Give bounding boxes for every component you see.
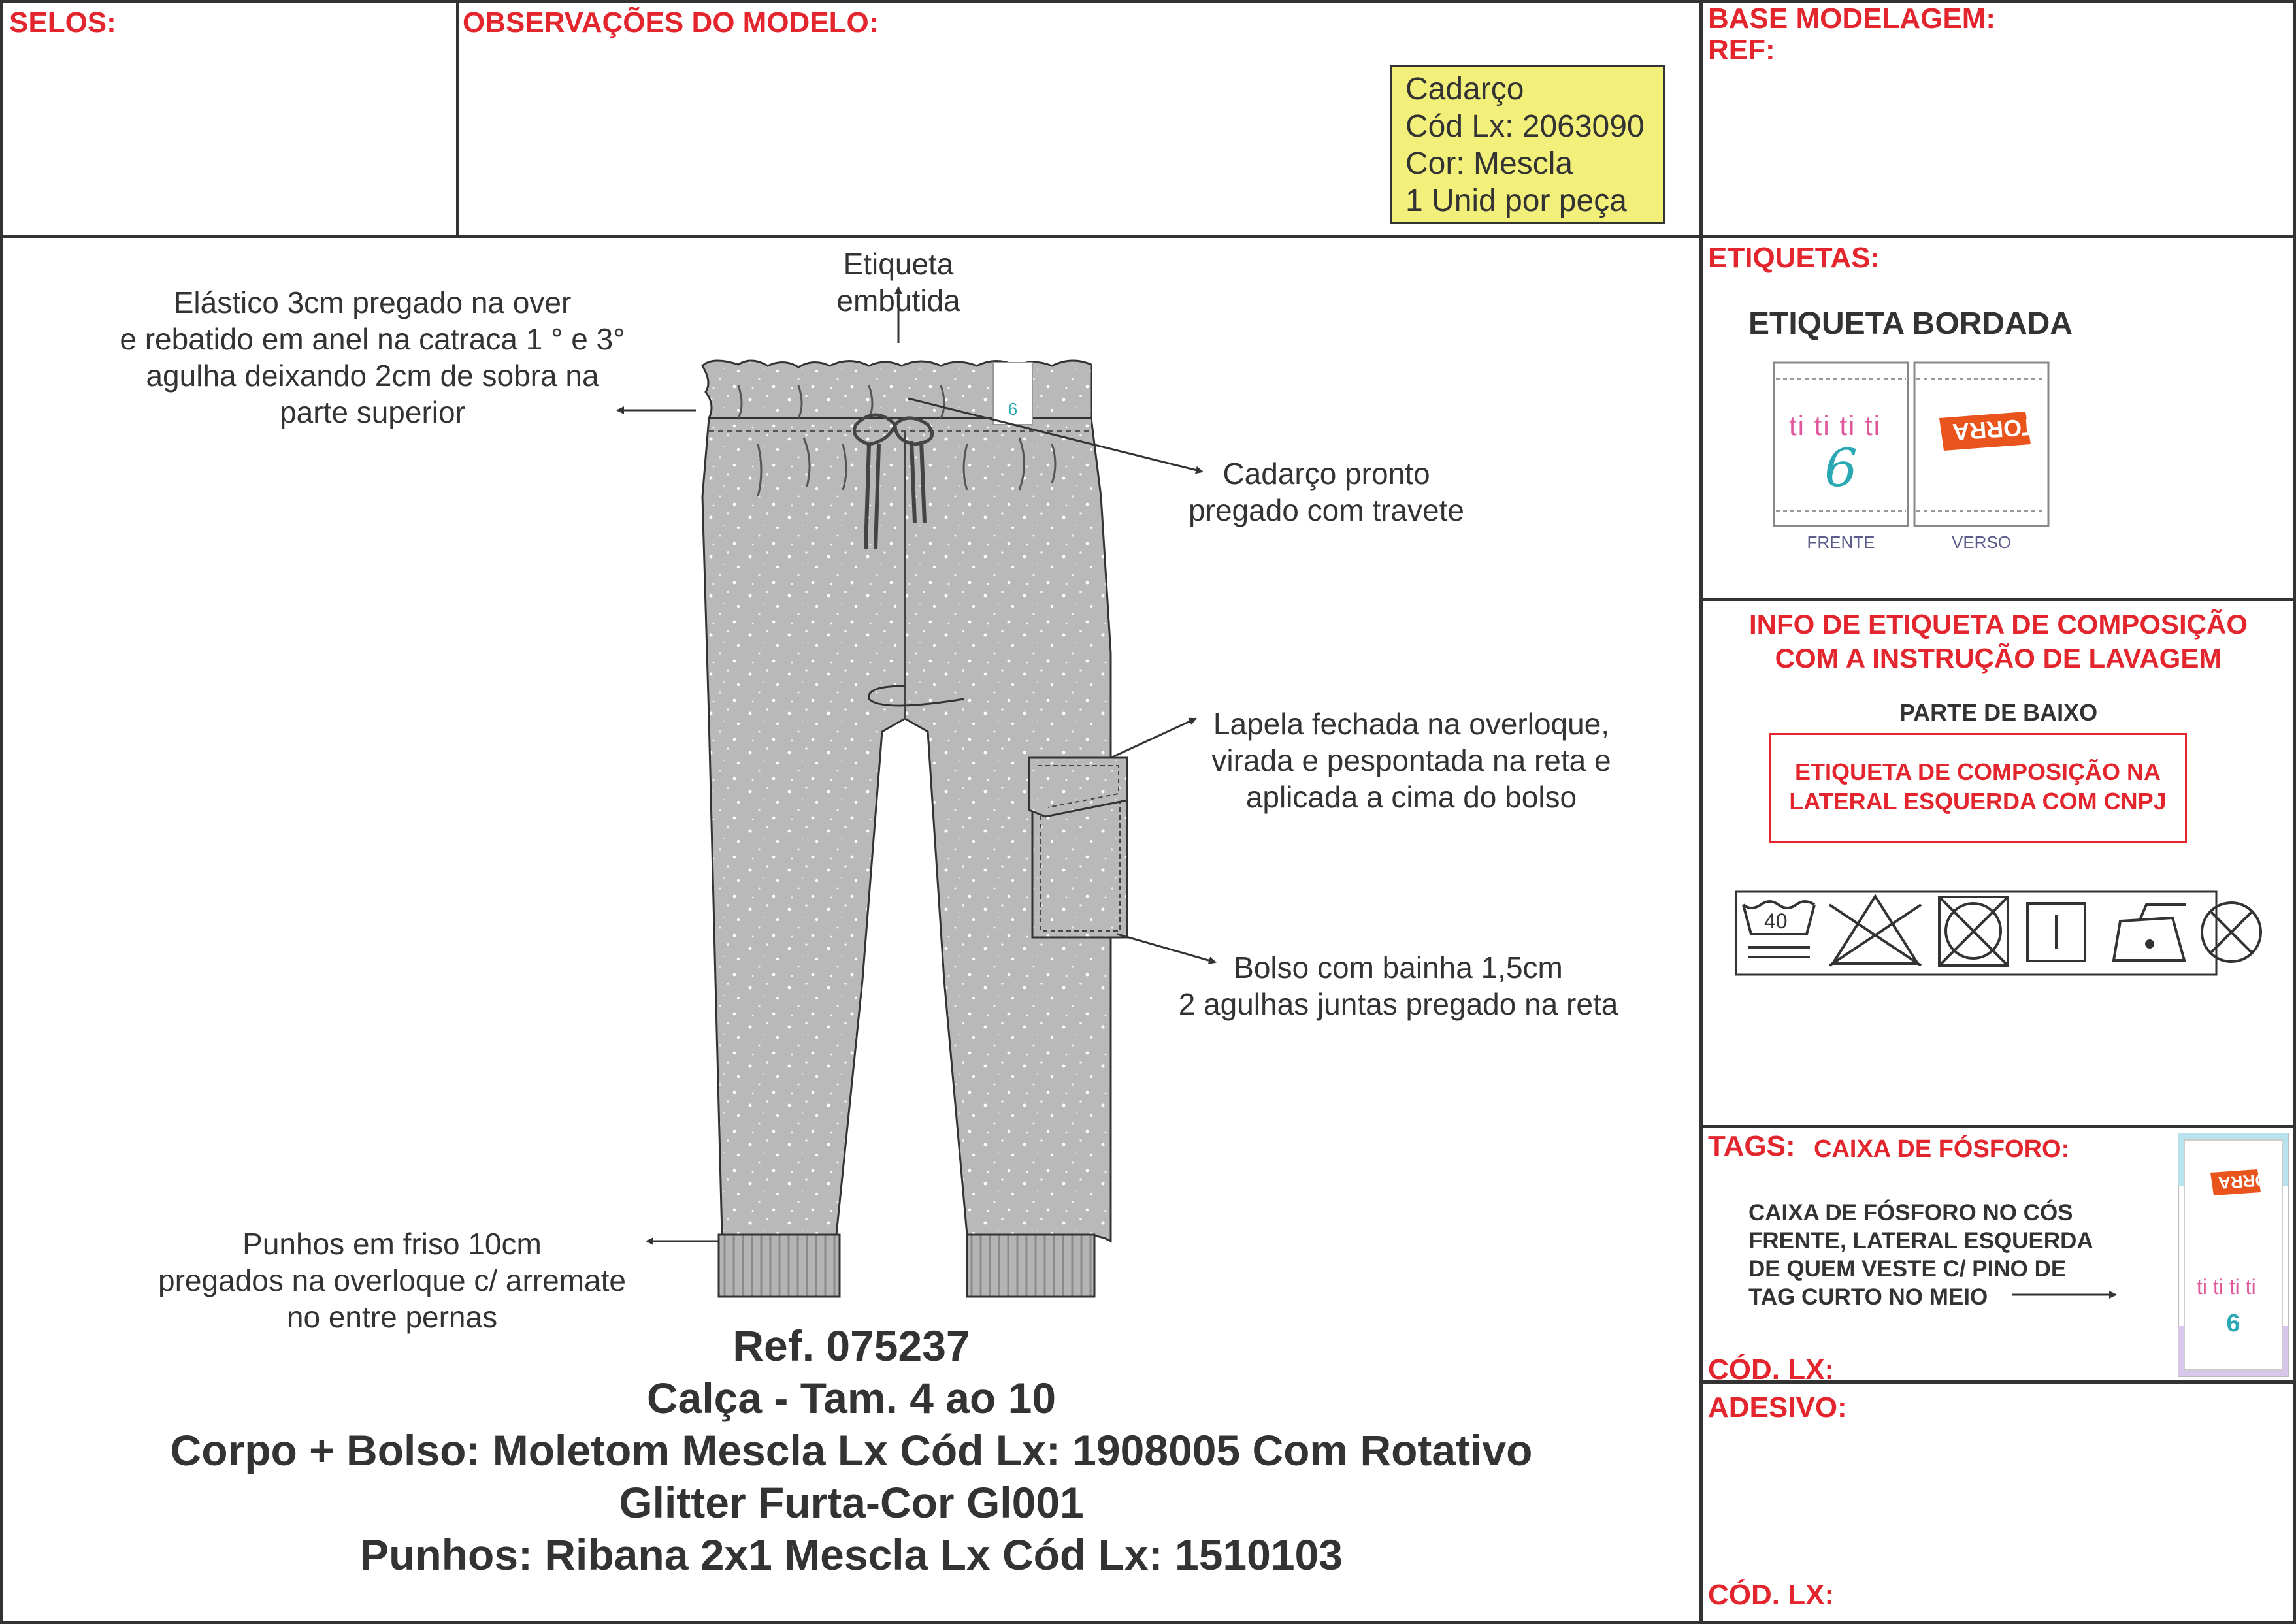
spec-ref: Ref. 075237 — [732, 1322, 970, 1370]
adesivo-cod-lx-label: CÓD. LX: — [1708, 1579, 1835, 1611]
tags-description-line: TAG CURTO NO MEIO — [1748, 1284, 1988, 1310]
spec-line: Corpo + Bolso: Moletom Mescla Lx Cód Lx: 1908005 Com Rotativo — [170, 1426, 1533, 1474]
line-dry-icon — [2027, 903, 2085, 961]
annotation-line: virada e pespontada na reta e — [1211, 743, 1611, 777]
base-modelagem-label: BASE MODELAGEM: — [1708, 3, 1995, 35]
annotation-line: e rebatido em anel na catraca 1 ° e 3° — [120, 322, 625, 356]
tags-cod-lx-label: CÓD. LX: — [1708, 1354, 1835, 1386]
composicao-box-line: ETIQUETA DE COMPOSIÇÃO NA — [1794, 758, 2161, 785]
annotation-line: pregados na overloque c/ arremate — [158, 1263, 626, 1297]
annotation-bolso — [1150, 949, 1647, 1022]
tags-description-line: DE QUEM VESTE C/ PINO DE — [1748, 1256, 2067, 1282]
annotation-line: Bolso com bainha 1,5cm — [1234, 950, 1563, 984]
spec-line: Glitter Furta-Cor Gl001 — [619, 1478, 1084, 1527]
tags-label: TAGS: — [1708, 1130, 1796, 1162]
annotation-line: Elástico 3cm pregado na over — [173, 285, 572, 319]
trim-note-line: Cadarço — [1405, 72, 1524, 106]
trim-note-line: Cód Lx: 2063090 — [1405, 109, 1645, 144]
right-cuff — [967, 1235, 1094, 1297]
iron-low-icon — [2114, 905, 2186, 960]
tags-description-line: FRENTE, LATERAL ESQUERDA — [1748, 1228, 2093, 1254]
annotation-line: aplicada a cima do bolso — [1245, 780, 1577, 814]
label-front-size: 6 — [1824, 438, 1858, 498]
no-tumble-dry-icon — [1939, 897, 2008, 966]
composicao-box — [1769, 733, 2187, 843]
tags-description-line: CAIXA DE FÓSFORO NO CÓS — [1748, 1200, 2073, 1226]
spec-block — [3, 1320, 1699, 1581]
waist-label-size: 6 — [1008, 399, 1018, 419]
tags-description — [1748, 1199, 2093, 1311]
annotation-line: Punhos em friso 10cm — [242, 1227, 542, 1261]
annotation-line: pregado com travete — [1189, 493, 1464, 527]
trim-note-line: Cor: Mescla — [1405, 146, 1573, 181]
annotation-line: Cadarço pronto — [1222, 457, 1430, 491]
selos-label: SELOS: — [9, 7, 116, 39]
hang-tag-torra: TORRA — [2218, 1169, 2279, 1194]
annotation-elastico — [72, 284, 673, 430]
etiquetas-label: ETIQUETAS: — [1708, 242, 1880, 274]
annotation-line: Etiqueta — [843, 247, 954, 281]
composicao-title-line: INFO DE ETIQUETA DE COMPOSIÇÃO — [1748, 609, 2248, 640]
annotation-lapela — [1176, 706, 1647, 815]
annotation-punhos — [157, 1226, 627, 1335]
annotation-line: Lapela fechada na overloque, — [1213, 707, 1610, 741]
label-front-brand: ti ti ti ti — [1789, 410, 1882, 441]
left-cuff — [719, 1235, 840, 1297]
label-front-caption: FRENTE — [1807, 532, 1875, 552]
parte-de-baixo-label: PARTE DE BAIXO — [1899, 699, 2098, 726]
ref-label: REF: — [1708, 34, 1775, 66]
spec-line: Calça - Tam. 4 ao 10 — [646, 1374, 1057, 1422]
caixa-fosforo-label: CAIXA DE FÓSFORO: — [1814, 1135, 2070, 1163]
no-dry-clean-icon — [2202, 903, 2261, 962]
annotation-cadarco — [1163, 455, 1490, 528]
hang-tag-brand: ti ti ti ti — [2197, 1275, 2256, 1299]
annotation-line: no entre pernas — [286, 1300, 498, 1334]
annotation-line: parte superior — [280, 395, 465, 429]
spec-line: Punhos: Ribana 2x1 Mescla Lx Cód Lx: 1510103 — [360, 1531, 1343, 1579]
annotation-line: 2 agulhas juntas pregado na reta — [1178, 987, 1618, 1021]
observacoes-label: OBSERVAÇÕES DO MODELO: — [463, 7, 879, 39]
annotation-line: embutida — [836, 284, 960, 317]
etiqueta-bordada-label: ETIQUETA BORDADA — [1748, 306, 2073, 341]
trim-note-line: 1 Unid por peça — [1405, 184, 1627, 218]
label-back-caption: VERSO — [1951, 532, 2012, 552]
annotation-line: agulha deixando 2cm de sobra na — [146, 359, 599, 393]
composicao-box-line: LATERAL ESQUERDA COM CNPJ — [1789, 788, 2167, 815]
adesivo-label: ADESIVO: — [1708, 1391, 1847, 1423]
hang-tag-size: 6 — [2226, 1310, 2240, 1337]
wash-temp-label: 40 — [1764, 909, 1788, 933]
composicao-title-line: COM A INSTRUÇÃO DE LAVAGEM — [1775, 643, 2222, 674]
no-bleach-icon — [1829, 896, 1921, 966]
annotation-etiqueta — [768, 246, 1029, 319]
composicao-title — [1703, 608, 2294, 675]
label-back-torra: TORRA — [1951, 413, 2037, 446]
